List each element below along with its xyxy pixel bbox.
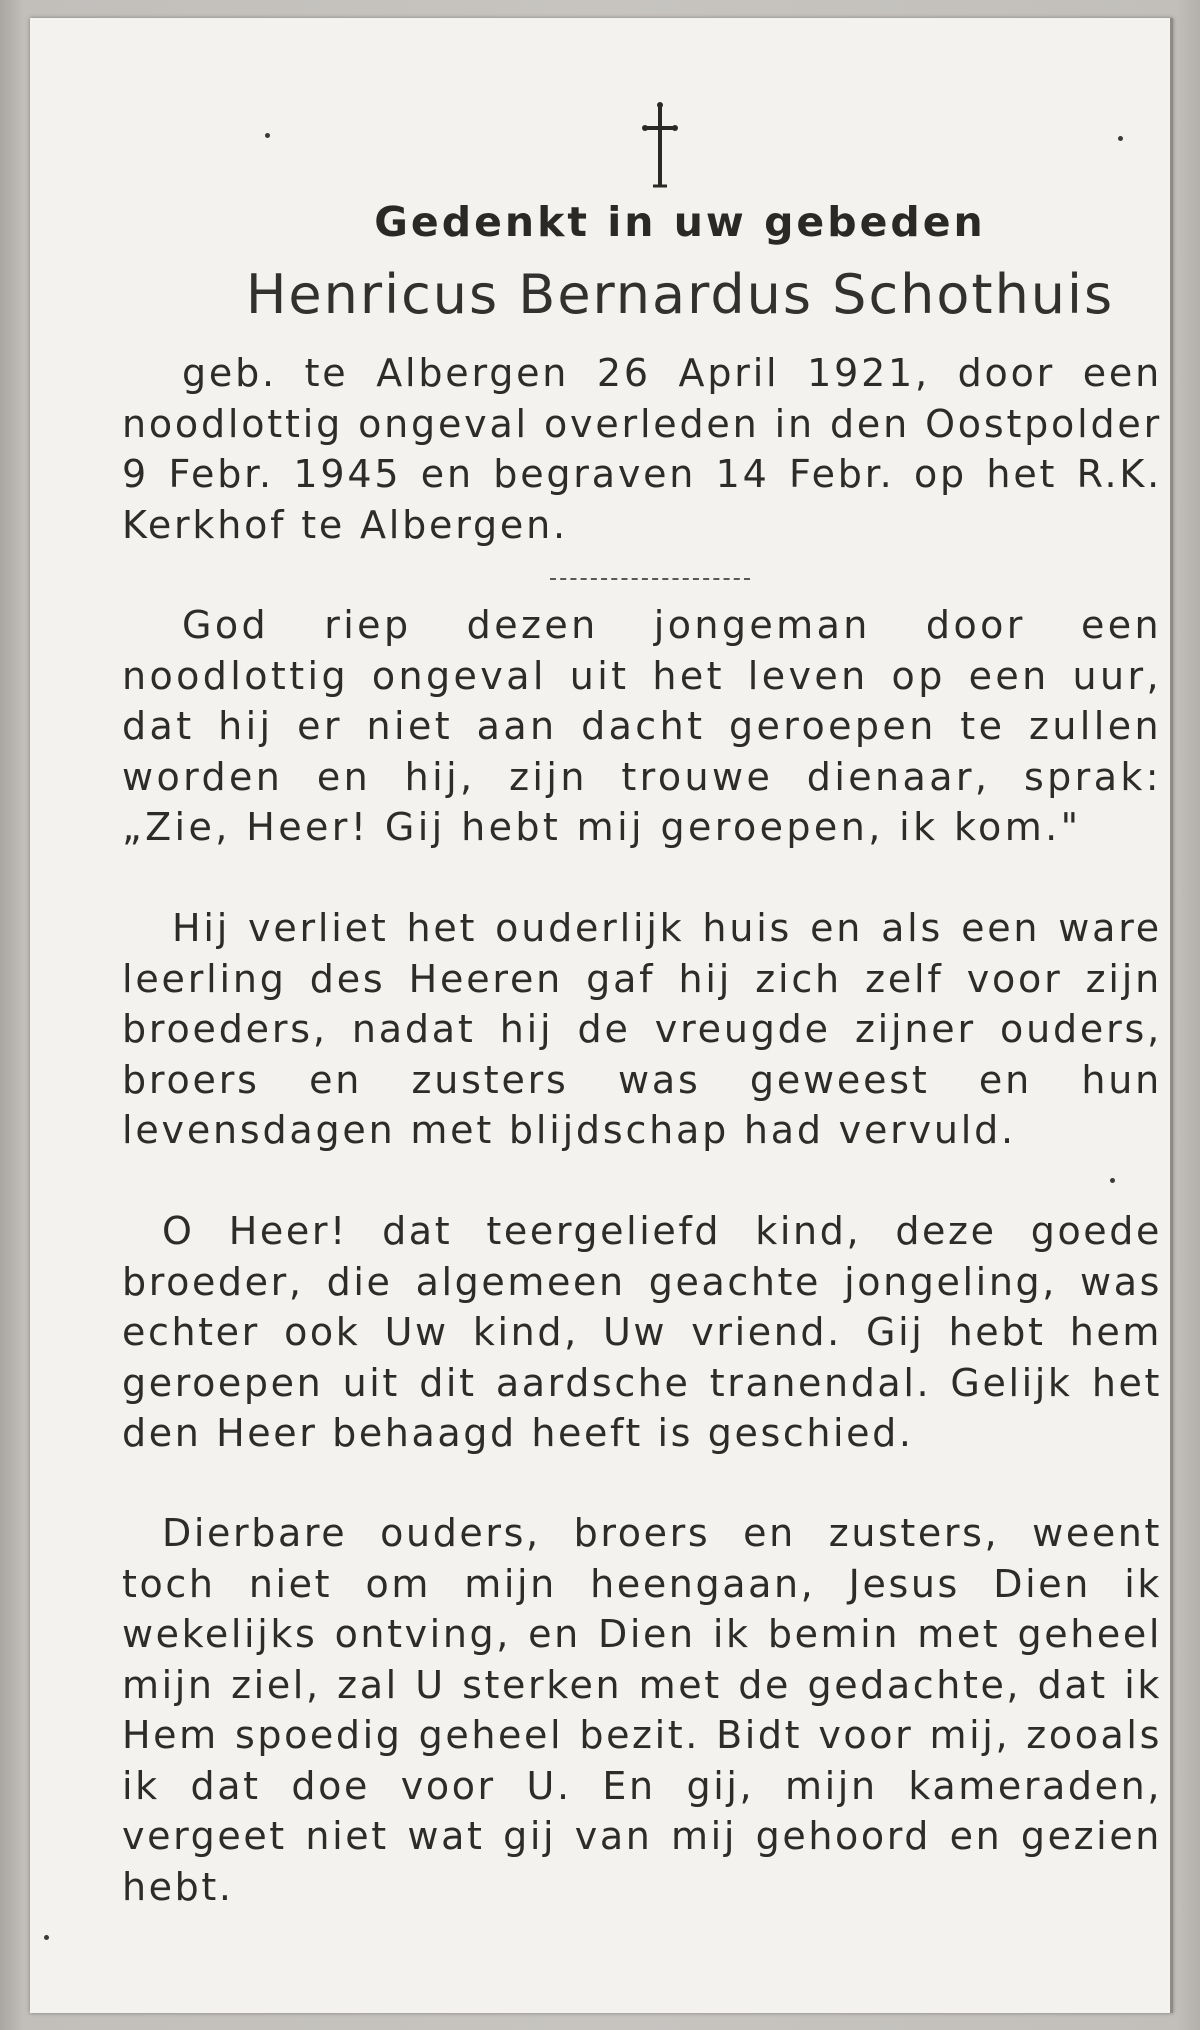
print-speck [1118,136,1123,141]
memorial-card [30,18,1173,2013]
prayer-line: Gedenkt in uw gebeden [374,198,986,246]
print-speck [1110,1178,1115,1183]
body-paragraph-1: God riep dezen jongeman door een noodlottig ongeval uit het leven op een uur, dat hij er niet aan dacht geroepen te zullen worden en hij, zijn trouwe dienaar, sprak: „Zie, Heer! Gij hebt mij geroepen, ik kom." [122,603,1162,849]
divider [550,578,750,580]
print-speck [265,133,270,138]
deceased-name: Henricus Bernardus Schothuis [245,263,1115,326]
body-paragraph-4: Dierbare ouders, broers en zusters, weent toch niet om mijn heengaan, Jesus Dien ik wekelijks ontving, en Dien ik bemin met geheel mijn ziel, zal U sterken met de gedachte, dat ik Hem spoedig geheel bezit. Bidt voor mij, zooals ik dat doe voor U. En gij, mijn kameraden, vergeet niet wat gij van mij gehoord en gezien hebt. [122,1511,1162,1909]
body-paragraph-2: Hij verliet het ouderlijk huis en als een ware leerling des Heeren gaf hij zich zelf voor zijn broeders, nadat hij de vreugde zijner ouders, broers en zusters was geweest en hun levensdagen met blijdschap had vervuld. [122,906,1162,1152]
body-paragraph-3: O Heer! dat teergeliefd kind, deze goede broeder, die algemeen geachte jongeling, was echter ook Uw kind, Uw vriend. Gij hebt hem geroepen uit dit aardsche tranendal. Gelijk het den Heer behaagd heeft is geschied. [122,1209,1162,1455]
print-speck [44,1935,49,1940]
birth-death-paragraph: geb. te Albergen 26 April 1921, door een noodlottig ongeval overleden in den Oostpolder 9 Febr. 1945 en begraven 14 Febr. op het R.K. Kerkhof te Albergen. [122,351,1162,547]
latin-cross-icon [640,100,680,190]
